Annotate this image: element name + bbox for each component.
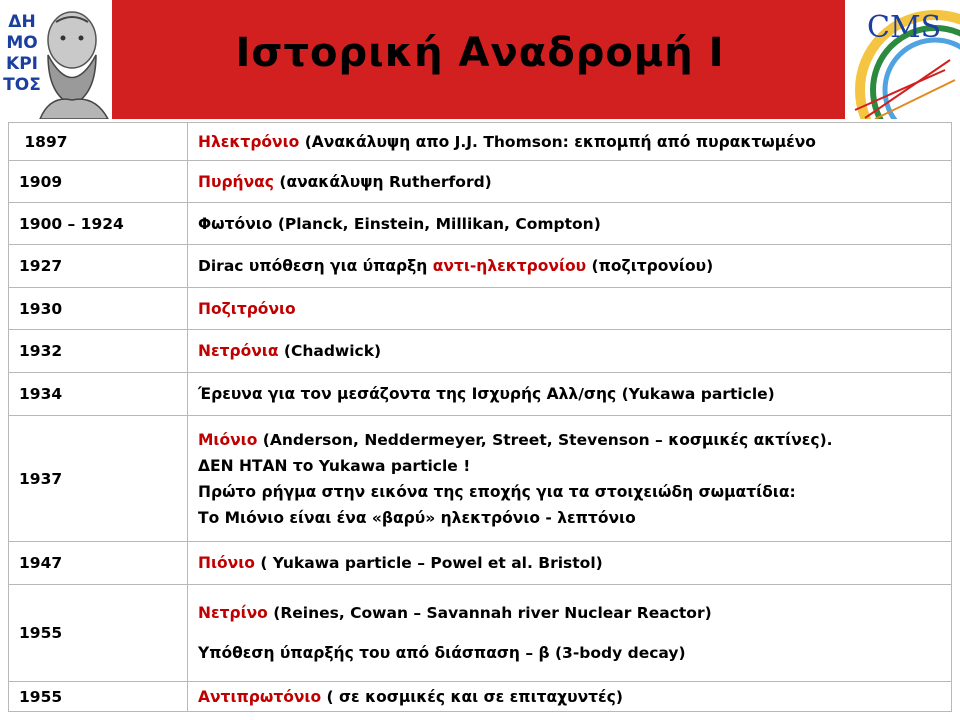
description-line [198, 256, 941, 276]
description-cell [188, 373, 952, 416]
table-row [9, 542, 952, 585]
description-line [198, 453, 941, 479]
particle-name: Ηλεκτρόνιο [198, 132, 300, 151]
democritus-logo [0, 0, 112, 119]
page-title: Ιστορική Αναδρομή Ι [235, 30, 725, 76]
description-text: (ποζιτρονίου) [586, 257, 714, 275]
description-cell [188, 288, 952, 330]
particle-name: Πιόνιο [198, 554, 255, 572]
description-text: Πρώτο ρήγμα στην εικόνα της εποχής για τα στοιχειώδη σωματίδια: [198, 482, 796, 501]
democritus-logo-text: ΔΗΜΟΚΡΙΤΟΣ [3, 12, 41, 95]
description-text: ΔΕΝ ΗΤΑΝ το Yukawa particle ! [198, 456, 471, 475]
description-line [198, 427, 941, 453]
description-cell [188, 123, 952, 161]
table-row [9, 123, 952, 161]
cms-logo-text: CMS [867, 10, 942, 45]
year-cell: 1955 [9, 682, 188, 712]
table-row [9, 245, 952, 288]
year-cell: 1927 [9, 245, 188, 288]
year-cell: 1934 [9, 373, 188, 416]
table-row [9, 203, 952, 245]
description-cell [188, 330, 952, 373]
table-row [9, 585, 952, 682]
description-cell [188, 416, 952, 542]
table-row [9, 416, 952, 542]
table-row [9, 373, 952, 416]
description-text: Έρευνα για τον μεσάζοντα της Ισχυρής Αλλ/σης (Yukawa particle) [198, 385, 775, 403]
description-line [198, 600, 941, 626]
table-row [9, 288, 952, 330]
description-line [198, 505, 941, 531]
description-line [198, 341, 941, 361]
table-row [9, 682, 952, 712]
description-line [198, 640, 941, 666]
year-cell: 1947 [9, 542, 188, 585]
particle-name: Ποζιτρόνιο [198, 299, 296, 318]
year-cell: 1897 [9, 123, 188, 161]
description-text: Υπόθεση ύπαρξής του από διάσπαση – β (3-body decay) [198, 644, 686, 662]
description-text: (Anderson, Neddermeyer, Street, Stevenson – κοσμικές ακτίνες). [257, 430, 833, 449]
description-line [198, 553, 941, 573]
year-cell: 1932 [9, 330, 188, 373]
description-text: (Reines, Cowan – Savannah river Nuclear Reactor) [267, 604, 712, 622]
description-text: (Chadwick) [278, 342, 382, 360]
description-cell [188, 585, 952, 682]
particle-name: Νετρόνια [198, 342, 279, 360]
description-cell [188, 245, 952, 288]
year-cell: 1909 [9, 161, 188, 203]
particle-name: Αντιπρωτόνιο [198, 687, 322, 706]
description-text: Dirac υπόθεση για ύπαρξη [198, 257, 433, 275]
description-line [198, 172, 941, 192]
timeline-table [8, 122, 952, 712]
description-cell [188, 542, 952, 585]
description-line [198, 384, 941, 404]
description-text: (Ανακάλυψη απο J.J. Thomson: εκπομπή από πυρακτωμένο [299, 132, 816, 151]
description-text: (ανακάλυψη Rutherford) [273, 172, 492, 191]
description-text: Φωτόνιο (Planck, Einstein, Millikan, Compton) [198, 214, 601, 233]
particle-name: Πυρήνας [198, 172, 274, 191]
year-cell: 1930 [9, 288, 188, 330]
table-row [9, 330, 952, 373]
description-line [198, 214, 941, 234]
description-text: ( σε κοσμικές και σε επιταχυντές) [321, 687, 623, 706]
particle-name: αντι-ηλεκτρονίου [432, 257, 587, 275]
year-cell: 1955 [9, 585, 188, 682]
year-cell: 1937 [9, 416, 188, 542]
year-cell: 1900 – 1924 [9, 203, 188, 245]
particle-name: Μιόνιο [198, 430, 258, 449]
timeline-table-wrapper [8, 122, 952, 712]
description-text: Το Μιόνιο είναι ένα «βαρύ» ηλεκτρόνιο - λεπτόνιο [198, 508, 636, 527]
particle-name: Νετρίνο [198, 604, 268, 622]
description-line [198, 132, 941, 152]
description-cell [188, 682, 952, 712]
description-text: ( Yukawa particle – Powel et al. Bristol) [254, 554, 603, 572]
cms-logo [845, 0, 960, 119]
description-cell [188, 203, 952, 245]
description-line [198, 299, 941, 319]
description-line [198, 687, 941, 707]
table-row [9, 161, 952, 203]
description-cell [188, 161, 952, 203]
description-line [198, 479, 941, 505]
